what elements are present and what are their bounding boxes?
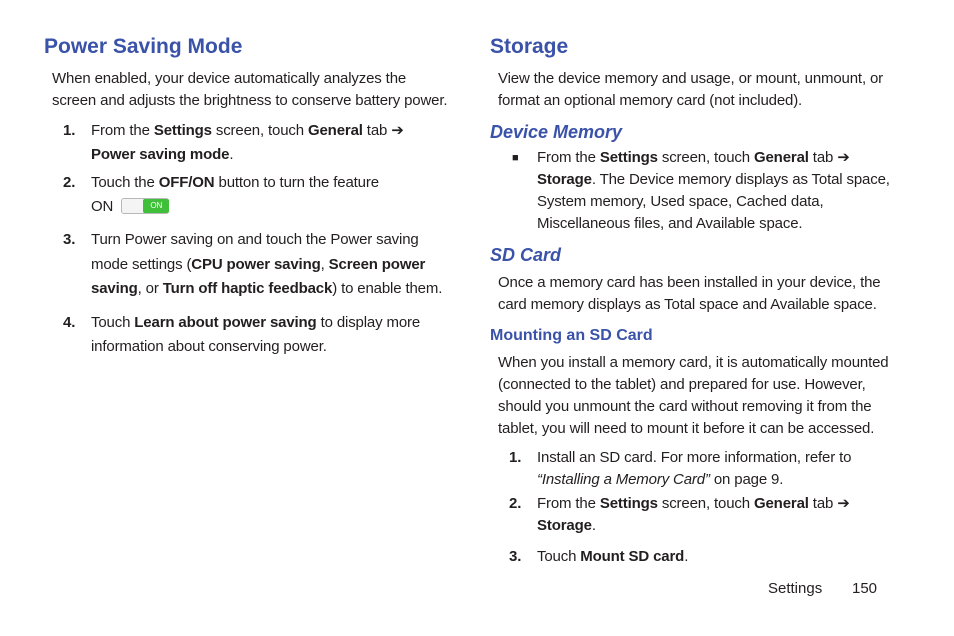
power-saving-steps bbox=[44, 119, 464, 359]
mount-step-1 bbox=[490, 447, 910, 491]
text: From the bbox=[537, 149, 600, 166]
right-column bbox=[490, 34, 910, 568]
storage-term: Storage bbox=[537, 517, 592, 534]
text: button to turn the feature bbox=[214, 174, 379, 191]
text: screen, touch bbox=[657, 495, 754, 512]
text: Miscellaneous files, and Available space. bbox=[537, 215, 803, 232]
off-on-term: OFF/ON bbox=[158, 174, 215, 191]
text: From the bbox=[91, 122, 154, 139]
reference-link-text: “Installing a Memory Card” bbox=[537, 471, 710, 488]
intro-line-2: screen and adjusts the brightness to conserve battery power. bbox=[52, 92, 448, 109]
toggle-label: ON bbox=[143, 199, 169, 213]
step-number: 2. bbox=[509, 495, 522, 512]
sd-card-heading: SD Card bbox=[490, 245, 562, 265]
settings-term: Settings bbox=[599, 149, 658, 166]
step-3 bbox=[44, 228, 464, 302]
text: . bbox=[229, 146, 234, 163]
haptic-feedback-term: Turn off haptic feedback bbox=[162, 280, 333, 297]
left-column bbox=[44, 34, 464, 359]
power-saving-mode-term: Power saving mode bbox=[91, 146, 230, 163]
text: screen, touch bbox=[211, 122, 308, 139]
text: Touch bbox=[91, 313, 135, 331]
text: Touch bbox=[537, 548, 581, 565]
general-term: General bbox=[753, 149, 809, 166]
text: tab ➔ bbox=[362, 122, 404, 139]
footer-section-name: Settings bbox=[768, 580, 823, 597]
step-number: 1. bbox=[509, 449, 522, 466]
text: screen, touch bbox=[657, 149, 754, 166]
screen-power-term: Screen power bbox=[328, 255, 426, 273]
text: information about conserving power. bbox=[91, 337, 327, 355]
intro-line-1: View the device memory and usage, or mount, unmount, or bbox=[498, 70, 884, 87]
general-term: General bbox=[307, 122, 363, 139]
page-number: 150 bbox=[852, 580, 878, 597]
intro-line-2: format an optional memory card (not included). bbox=[498, 92, 803, 109]
text-line: When you install a memory card, it is automatically mounted bbox=[498, 354, 889, 371]
text: Turn Power saving on and touch the Power saving bbox=[91, 231, 419, 248]
power-saving-intro bbox=[44, 68, 464, 112]
mount-step-2 bbox=[490, 493, 910, 537]
text-line: tablet, you will need to mount it before it can be accessed. bbox=[498, 420, 875, 437]
text: , bbox=[320, 255, 329, 273]
on-toggle-icon bbox=[121, 198, 169, 214]
settings-term: Settings bbox=[599, 495, 658, 512]
device-memory-bullet-item bbox=[490, 147, 910, 235]
general-term: General bbox=[753, 495, 809, 512]
text: . bbox=[684, 548, 689, 565]
text: to display more bbox=[316, 313, 421, 331]
learn-power-saving-term: Learn about power saving bbox=[134, 313, 317, 331]
step-number: 3. bbox=[63, 231, 76, 248]
step-number: 1. bbox=[63, 122, 76, 139]
text: . bbox=[591, 517, 596, 534]
storage-intro bbox=[490, 68, 910, 112]
storage-term: Storage bbox=[537, 171, 592, 188]
text: Install an SD card. For more information, refer to bbox=[537, 449, 852, 466]
sd-card-text bbox=[490, 272, 910, 316]
step-4 bbox=[44, 311, 464, 359]
mount-sd-card-term: Mount SD card bbox=[580, 548, 685, 565]
mounting-sd-card-heading: Mounting an SD Card bbox=[490, 327, 653, 344]
mounting-steps bbox=[490, 447, 910, 568]
text: mode settings ( bbox=[91, 255, 192, 273]
bullet-icon: ■ bbox=[512, 152, 519, 164]
text-line: Once a memory card has been installed in your device, the bbox=[498, 274, 881, 291]
power-saving-mode-heading: Power Saving Mode bbox=[44, 35, 243, 58]
text: , or bbox=[137, 280, 163, 297]
text: ON bbox=[91, 198, 114, 215]
text-line: should you unmount the card without removing it from the bbox=[498, 398, 872, 415]
text: on page 9. bbox=[709, 471, 784, 488]
storage-heading: Storage bbox=[490, 35, 569, 58]
settings-term: Settings bbox=[153, 122, 212, 139]
mounting-text bbox=[490, 352, 910, 440]
text-line: card memory displays as Total space and Available space. bbox=[498, 296, 877, 313]
saving-term: saving bbox=[91, 280, 138, 297]
step-2 bbox=[44, 171, 464, 219]
text: . The Device memory displays as Total space, bbox=[591, 171, 890, 188]
step-1 bbox=[44, 119, 464, 167]
intro-line-1: When enabled, your device automatically analyzes the bbox=[52, 70, 407, 87]
step-number: 2. bbox=[63, 174, 76, 191]
text: tab ➔ bbox=[808, 149, 850, 166]
mount-step-3 bbox=[490, 546, 910, 568]
text: Touch the bbox=[91, 174, 159, 191]
cpu-power-saving-term: CPU power saving bbox=[191, 255, 321, 273]
text: System memory, Used space, Cached data, bbox=[537, 193, 824, 210]
text: tab ➔ bbox=[808, 495, 850, 512]
step-number: 4. bbox=[63, 313, 76, 331]
text: ) to enable them. bbox=[332, 280, 443, 297]
text-line: (connected to the tablet) and prepared for use. However, bbox=[498, 376, 866, 393]
device-memory-heading: Device Memory bbox=[490, 122, 623, 142]
text: From the bbox=[537, 495, 600, 512]
step-number: 3. bbox=[509, 548, 522, 565]
